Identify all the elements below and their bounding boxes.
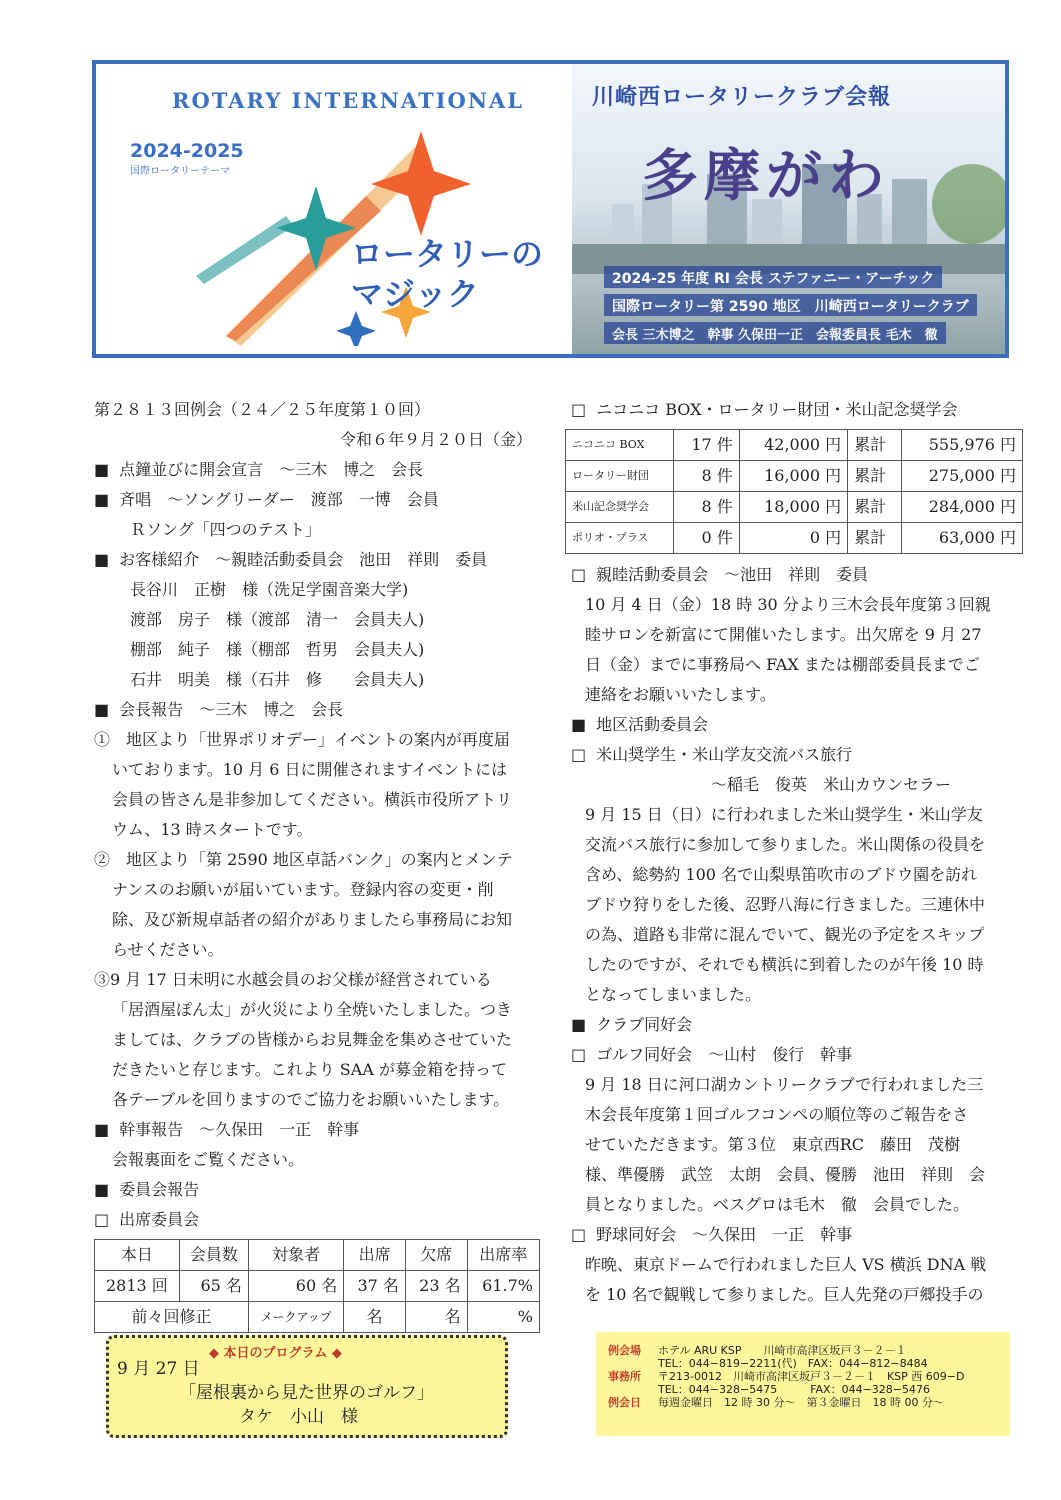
table-cell: 累計 (848, 523, 902, 554)
table-cell: 0 円 (739, 523, 847, 554)
table-header: 出席 (344, 1240, 406, 1271)
table-cell: 累計 (848, 461, 902, 492)
table-cell: 284,000 円 (902, 492, 1023, 523)
club-newsletter-title: 川崎西ロータリークラブ会報 (592, 85, 892, 110)
report-text: 除、及び新規卓話者の紹介がありましたら事務局にお知 (112, 910, 513, 929)
golf-circle-heading: □ ゴルフ同好会 ～山村 俊行 幹事 (571, 1040, 1021, 1070)
venue-row (608, 1344, 998, 1357)
opening-item: ■ 点鐘並びに開会宣言 ～三木 博之 会長 (94, 455, 544, 485)
table-cell: 16,000 円 (739, 461, 847, 492)
table-header: 本日 (95, 1240, 180, 1271)
venue-tel: TEL：044−819−2211(代) FAX：044−812−8484 (658, 1357, 928, 1370)
table-row (566, 461, 1023, 492)
fellowship-committee-heading: □ 親睦活動委員会 ～池田 祥則 委員 (571, 560, 1021, 590)
table-cell: メークアップ (248, 1302, 343, 1333)
table-cell: 18,000 円 (739, 492, 847, 523)
baseball-text: 昨晩、東京ドームで行われました巨人 VS 横浜 DNA 戦 (585, 1255, 987, 1274)
year-label: 2024-2025 (130, 140, 244, 162)
table-cell: 名 (405, 1302, 467, 1333)
golf-text: 様、準優勝 武笠 太朗 会員、優勝 池田 祥則 会 (585, 1165, 986, 1184)
secretary-report-text: 会報裏面をご覧ください。 (112, 1150, 305, 1169)
table-cell: 60 名 (248, 1271, 343, 1302)
ri-president-band: 2024-25 年度 RI 会長 ステファニー・アーチック (604, 266, 942, 288)
attendance-committee-heading: □ 出席委員会 (94, 1205, 544, 1235)
venue-text: ホテル ARU KSP 川崎市高津区坂戸３－２－１ (658, 1344, 907, 1357)
header-banner (92, 60, 1009, 358)
table-row (95, 1240, 540, 1271)
guest-line: 棚部 純子 様（棚部 哲男 会員夫人) (130, 640, 425, 659)
table-cell: 0 件 (674, 523, 740, 554)
left-column (94, 395, 544, 1333)
report-text: ③9 月 17 日未明に水越会員のお父様が経営されている (94, 970, 492, 989)
table-row (95, 1271, 540, 1302)
donation-heading: □ ニコニコ BOX・ロータリー財団・米山記念奨学会 (571, 395, 1021, 425)
table-cell: 63,000 円 (902, 523, 1023, 554)
table-row (566, 492, 1023, 523)
meeting-date: 令和６年９月２０日（金） (339, 430, 532, 449)
table-header: 対象者 (248, 1240, 343, 1271)
table-cell: 42,000 円 (739, 430, 847, 461)
table-cell: 累計 (848, 430, 902, 461)
district-committee-heading: ■ 地区活動委員会 (571, 710, 1021, 740)
masthead-calligraphy: 多摩がわ (642, 143, 890, 209)
venue-label: 例会場 (608, 1344, 641, 1357)
committee-report-heading: ■ 委員会報告 (94, 1175, 544, 1205)
program-date: 9 月 27 日 (117, 1359, 200, 1379)
guest-line: 石井 明美 様（石井 修 会員夫人) (130, 670, 425, 689)
report-text: ① 地区より「世界ポリオデー」イベントの案内が再度届 (94, 730, 510, 749)
table-cell: 61.7% (467, 1271, 539, 1302)
fellowship-text: 連絡をお願いいたします。 (585, 685, 776, 704)
office-tel: TEL：044−328−5475 FAX：044−328−5476 (658, 1383, 931, 1396)
golf-text: 9 月 18 日に河口湖カントリークラブで行われました三 (585, 1075, 984, 1094)
bus-tour-text: 含め、総勢約 100 名で山梨県笛吹市のブドウ園を訪れ (585, 865, 978, 884)
secretary-report-heading: ■ 幹事報告 ～久保田 一正 幹事 (94, 1115, 544, 1145)
program-speaker: タケ 小山 様 (239, 1407, 358, 1427)
district-band: 国際ロータリー第 2590 地区 川崎西ロータリークラブ (604, 294, 977, 316)
meeting-info-box (596, 1332, 1010, 1436)
table-cell: 前々回修正 (95, 1302, 249, 1333)
report-text: ましては、クラブの皆様からお見舞金を集めさせていた (112, 1030, 513, 1049)
bus-tour-text: の為、道路も非常に混んでいて、観光の予定をスキップ (585, 925, 985, 944)
golf-text: せていただきます。第３位 東京西RC 藤田 茂樹 (585, 1135, 961, 1154)
report-text: らせください。 (112, 940, 224, 959)
baseball-text: を 10 名で観戦して参りました。巨人先発の戸郷投手の (585, 1285, 984, 1304)
attendance-table (94, 1239, 540, 1333)
guest-line: 渡部 房子 様（渡部 清一 会員夫人) (130, 610, 425, 629)
donation-table (565, 429, 1023, 554)
report-text: 「居酒屋ぽん太」が火災により全焼いたしました。つき (112, 1000, 513, 1019)
program-title: 「屋根裏から見た世界のゴルフ」 (179, 1383, 434, 1403)
table-cell: ロータリー財団 (566, 461, 674, 492)
right-column (571, 395, 1021, 1310)
table-cell: 65 名 (179, 1271, 248, 1302)
table-cell: % (467, 1302, 539, 1333)
fellowship-text: 睦サロンを新富にて開催いたします。出欠席を 9 月 27 (585, 625, 982, 644)
bus-tour-text: 交流バス旅行に参加して参りました。米山関係の役員を (585, 835, 986, 854)
report-text: ナンスのお願いが届いています。登録内容の変更・削 (112, 880, 494, 899)
president-report-heading: ■ 会長報告 ～三木 博之 会長 (94, 695, 544, 725)
song-name: Ｒソング「四つのテスト」 (130, 520, 322, 539)
table-row (95, 1302, 540, 1333)
meeting-day-text: 毎週金曜日 12 時 30 分～ 第３金曜日 18 時 00 分～ (658, 1396, 944, 1409)
report-text: だきたいと存じます。これより SAA が募金箱を持って (112, 1060, 507, 1079)
theme-line-1: ロータリーの (351, 235, 544, 273)
club-masthead-panel (572, 64, 1005, 354)
table-cell: 8 件 (674, 461, 740, 492)
fellowship-text: 日（金）までに事務局へ FAX または棚部委員長までご (585, 655, 980, 674)
office-text: 〒213-0012 川崎市高津区坂戸３－２－１ KSP 西 609−D (658, 1370, 965, 1383)
table-cell: ポリオ・プラス (566, 523, 674, 554)
bus-tour-text: したのですが、それでも横浜に到着したのが午後 10 時 (585, 955, 984, 974)
meeting-number: 第２８１３回例会（２４／２５年度第１０回） (94, 400, 431, 419)
ri-title: ROTARY INTERNATIONAL (172, 88, 525, 113)
meeting-day-row (608, 1396, 998, 1409)
bus-tour-text: となってしまいました。 (585, 985, 762, 1004)
table-cell: 累計 (848, 492, 902, 523)
report-text: いております。10 月 6 日に開催されますイベントには (112, 760, 508, 779)
bus-tour-text: ブドウ狩りをした後、忍野八海に行きました。三連休中 (585, 895, 986, 914)
theme-caption: 国際ロータリーテーマ (130, 166, 230, 177)
guest-item: ■ お客様紹介 ～親睦活動委員会 池田 祥則 委員 (94, 545, 544, 575)
table-cell: 2813 回 (95, 1271, 180, 1302)
program-heading: ◆ 本日のプログラム ◆ (209, 1346, 342, 1361)
report-text: ② 地区より「第 2590 地区卓話バンク」の案内とメンテ (94, 850, 513, 869)
table-cell: 37 名 (344, 1271, 406, 1302)
office-label: 事務所 (608, 1370, 641, 1383)
table-cell: 8 件 (674, 492, 740, 523)
bus-tour-reporter: ～稲毛 俊英 米山カウンセラー (711, 775, 952, 794)
fellowship-text: 10 月 4 日（金）18 時 30 分より三木会長年度第３回親 (585, 595, 991, 614)
table-cell: 275,000 円 (902, 461, 1023, 492)
table-cell: 17 件 (674, 430, 740, 461)
bus-tour-text: 9 月 15 日（日）に行われました米山奨学生・米山学友 (585, 805, 983, 824)
report-text: ウム、13 時スタートです。 (112, 820, 313, 839)
report-text: 会員の皆さん是非参加してください。横浜市役所アトリ (112, 790, 513, 809)
baseball-circle-heading: □ 野球同好会 ～久保田 一正 幹事 (571, 1220, 1021, 1250)
today-program-box (106, 1335, 508, 1438)
guest-line: 長谷川 正樹 様（洗足学園音楽大学) (130, 580, 409, 599)
meeting-day-label: 例会日 (608, 1396, 641, 1409)
office-row (608, 1370, 998, 1383)
table-header: 会員数 (179, 1240, 248, 1271)
table-row (566, 430, 1023, 461)
table-cell: 名 (344, 1302, 406, 1333)
table-header: 欠席 (405, 1240, 467, 1271)
bus-tour-heading: □ 米山奨学生・米山学友交流バス旅行 (571, 740, 1021, 770)
table-row (566, 523, 1023, 554)
table-cell: 23 名 (405, 1271, 467, 1302)
golf-text: 木会長年度第１回ゴルフコンペの順位等のご報告をさ (585, 1105, 969, 1124)
club-circles-heading: ■ クラブ同好会 (571, 1010, 1021, 1040)
officers-band: 会長 三木博之 幹事 久保田一正 会報委員長 毛木 徹 (604, 322, 946, 344)
table-cell: 555,976 円 (902, 430, 1023, 461)
golf-text: 員となりました。ベスグロは毛木 徹 会員でした。 (585, 1195, 970, 1214)
table-cell: ニコニコ BOX (566, 430, 674, 461)
table-cell: 米山記念奨学会 (566, 492, 674, 523)
theme-line-2: マジック (351, 275, 480, 313)
rotary-theme-panel (96, 64, 570, 354)
report-text: 各テーブルを回りますのでご協力をお願いいたします。 (112, 1090, 510, 1109)
song-item: ■ 斉唱 ～ソングリーダー 渡部 一博 会員 (94, 485, 544, 515)
table-header: 出席率 (467, 1240, 539, 1271)
